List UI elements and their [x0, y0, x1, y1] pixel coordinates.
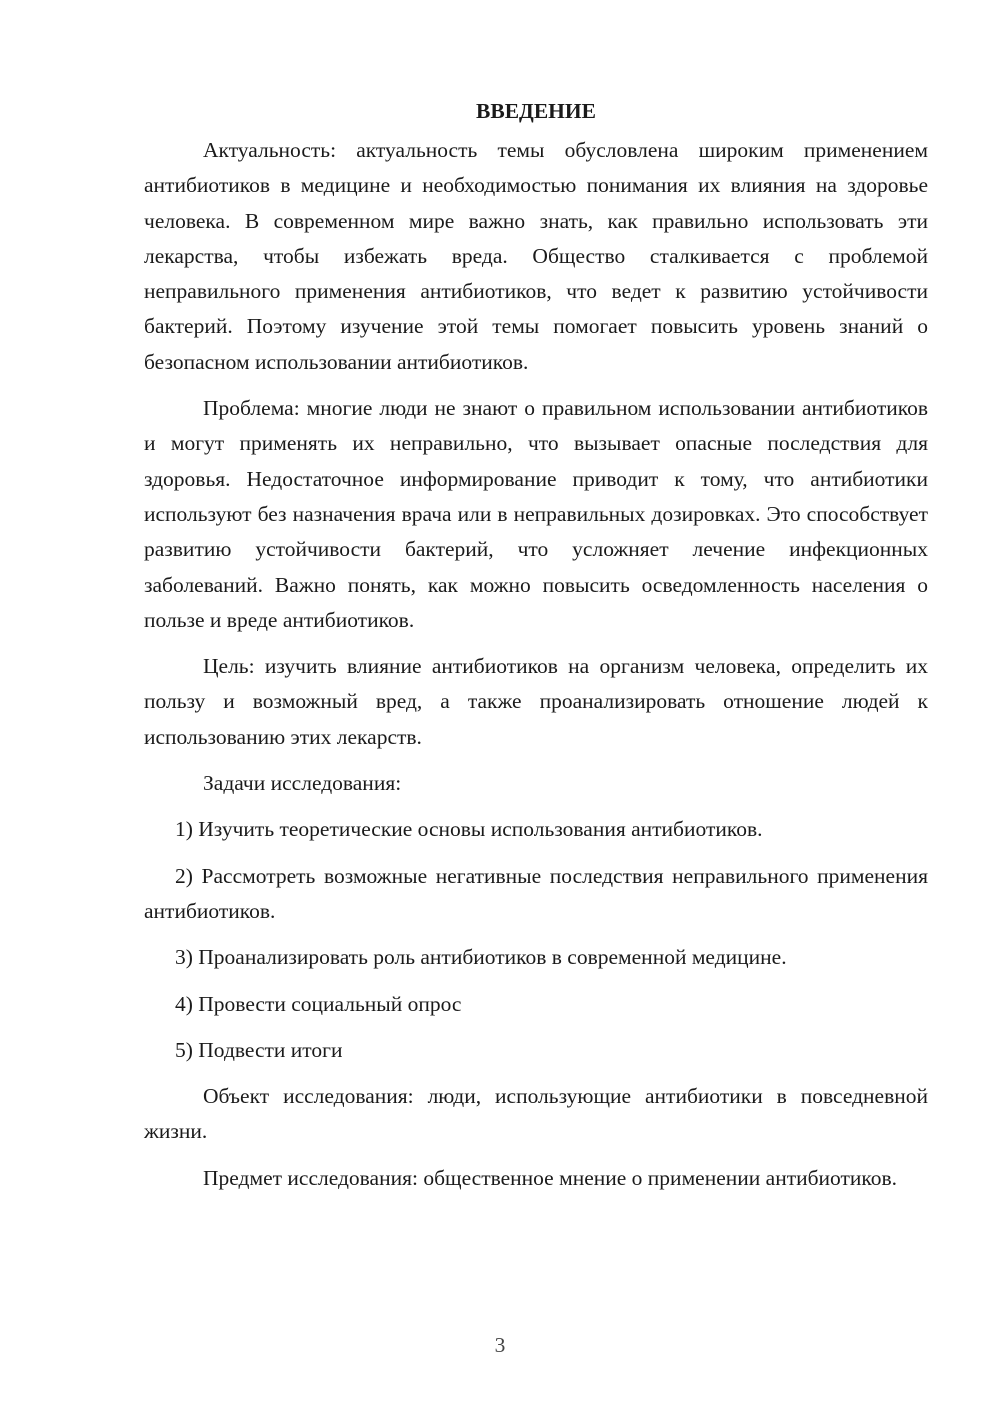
task-item: 1) Изучить теоретические основы использования антибиотиков. — [175, 817, 763, 842]
task-item: 5) Подвести итоги — [175, 1037, 343, 1062]
task-item: 3) Проанализировать роль антибиотиков в современной медицине. — [175, 945, 787, 970]
page-content — [144, 97, 928, 1196]
task-item: 4) Провести социальный опрос — [175, 991, 462, 1016]
paragraph-subject: Предмет исследования: общественное мнение о применении антибиотиков. — [203, 1165, 898, 1190]
paragraph-goal: Цель: изучить влияние антибиотиков на организм человека, определить их пользу и возможный вред, а также проанализировать отношение людей к использованию этих лекарств. — [144, 654, 928, 749]
paragraph-object: Объект исследования: люди, использующие антибиотики в повседневной жизни. — [144, 1084, 928, 1144]
section-title: ВВЕДЕНИЕ — [476, 99, 596, 123]
paragraph-problem: Проблема: многие люди не знают о правильном использовании антибиотиков и могут применять их неправильно, что вызывает опасные последствия для здоровья. Недостаточное информирование приводит к тому, что антибиотики используют без назначения врача или в неправильных дозировках. Это способствует развитию устойчивости бактерий, что усложняет лечение инфекционных заболеваний. Важно понять, как можно повысить осведомленность населения о пользе и вреде антибиотиков. — [144, 396, 928, 632]
page-number: 3 — [494, 1333, 506, 1357]
task-item: 2) Рассмотреть возможные негативные последствия неправильного применения антибиотиков. — [144, 863, 928, 923]
paragraph-relevance: Актуальность: актуальность темы обусловлена широким применением антибиотиков в медицине и необходимостью понимания их влияния на здоровье человека. В современном мире важно знать, как правильно использовать эти лекарства, чтобы избежать вреда. Общество сталкивается с проблемой неправильного применения антибиотиков, что ведет к развитию устойчивости бактерий. Поэтому изучение этой темы помогает повысить уровень знаний о безопасном использовании антибиотиков. — [144, 138, 928, 374]
paragraph-tasks-heading: Задачи исследования: — [203, 771, 402, 796]
